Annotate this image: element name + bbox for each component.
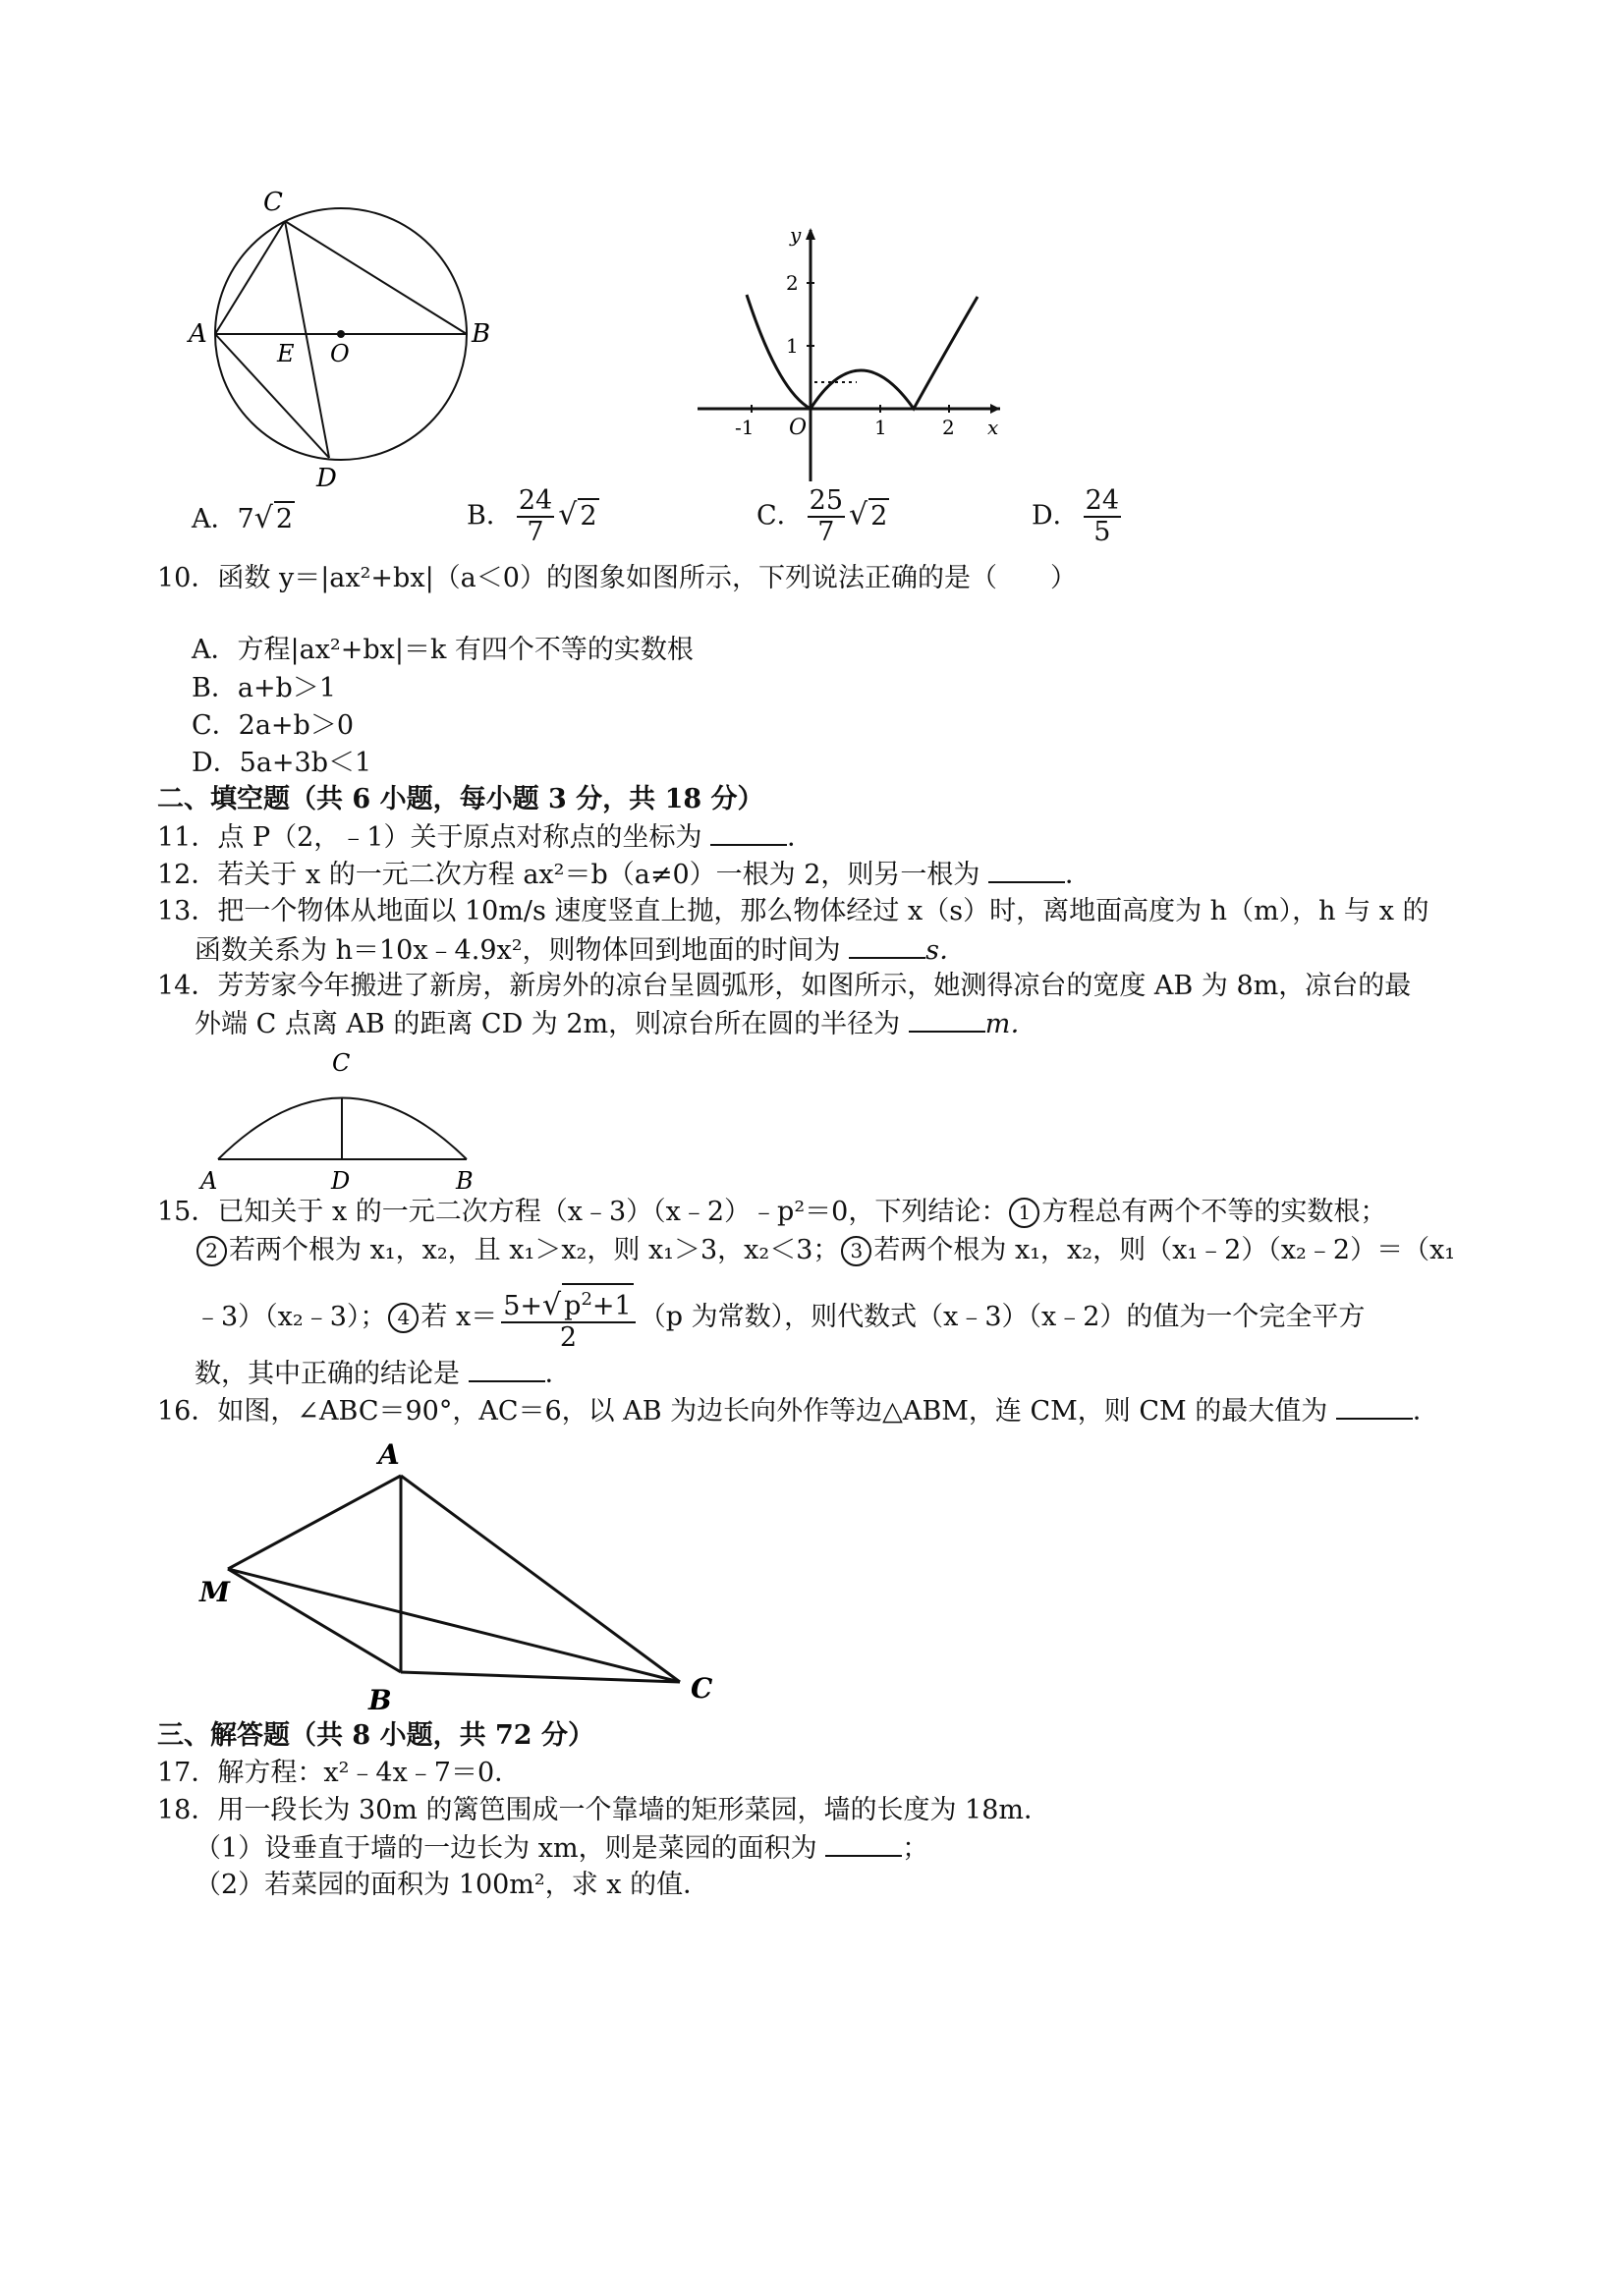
label-b: B: [472, 319, 491, 349]
triangle-figure: [192, 1434, 732, 1719]
option-a-label: A．: [192, 504, 238, 534]
q15-text: 若 x＝: [420, 1302, 498, 1332]
q17: 17．解方程：x²﹣4x﹣7＝0．: [157, 1758, 522, 1788]
tick-2-y: 2: [786, 271, 799, 295]
q11-end: ．: [787, 822, 814, 853]
q18-part1-end: ；: [902, 1833, 929, 1864]
q16-text: 16．如图，∠ABC＝90°，AC＝6，以 AB 为边长向外作等边△ABM，连 CM，则 CM 的最大值为: [157, 1396, 1328, 1427]
label-c: C: [691, 1672, 713, 1705]
q18-part1-text: （1）设垂直于墙的一边长为 xm，则是菜园的面积为: [195, 1833, 817, 1864]
option-b-denominator: 7: [527, 517, 544, 547]
q13-line2: [195, 933, 966, 968]
q15-text: 若两个根为 x₁，x₂，且 x₁＞x₂，则 x₁＞3，x₂＜3；: [229, 1235, 840, 1265]
label-o: O: [330, 340, 350, 367]
answer-blank: [1336, 1394, 1413, 1420]
axis-label-y: y: [790, 224, 802, 247]
q15-text: ﹣3）（x₂﹣3）；: [195, 1302, 387, 1332]
circle-figure: [187, 187, 501, 501]
q11: [157, 820, 813, 855]
q12-text: 12．若关于 x 的一元二次方程 ax²＝b（a≠0）一根为 2，则另一根为: [157, 860, 980, 890]
q15-fraction: [501, 1283, 636, 1353]
q14-end: m．: [984, 1009, 1037, 1039]
q11-text: 11．点 P（2，﹣1）关于原点对称点的坐标为: [157, 822, 702, 853]
numerator-var: p: [564, 1291, 582, 1321]
label-d: D: [331, 1167, 351, 1195]
q12: [157, 858, 1091, 892]
label-d: D: [316, 464, 337, 493]
answer-blank: [710, 820, 787, 846]
q15-text: 若两个根为 x₁，x₂，则（x₁﹣2）（x₂﹣2）＝（x₁: [873, 1235, 1456, 1265]
answer-blank: [849, 933, 925, 959]
label-e: E: [277, 340, 295, 367]
section-2-heading: 二、填空题（共 6 小题，每小题 3 分，共 18 分）: [157, 784, 764, 814]
q9-option-b: B． $\frac{24}{7}$ √ 2: [467, 485, 597, 547]
q14-line2: [195, 1007, 1036, 1041]
fraction-numerator: 5+√ $p^2+1$: [501, 1283, 636, 1323]
fraction-denominator: 2: [559, 1322, 578, 1353]
option-c-numerator: 25: [809, 485, 844, 516]
option-d-fraction: [1084, 486, 1121, 547]
section-3-heading: 三、解答题（共 8 小题，共 72 分）: [157, 1720, 594, 1751]
q18-part1: [195, 1831, 928, 1866]
numerator-part: +1: [591, 1291, 632, 1321]
label-b: B: [456, 1167, 474, 1195]
q9-option-d: [1032, 486, 1125, 547]
q15-text: （p 为常数），则代数式（x﹣3）（x﹣2）的值为一个完全平方: [639, 1302, 1366, 1332]
label-c: C: [332, 1049, 351, 1077]
numerator-part: 5+: [503, 1291, 543, 1321]
origin-label: O: [789, 416, 808, 440]
q18-part2: （2）若菜园的面积为 100m²，求 x 的值．: [195, 1870, 710, 1900]
q9-option-c: C． $\frac{25}{7}$ √ 2: [756, 485, 888, 547]
option-a-radicand: 2: [274, 501, 295, 536]
label-b: B: [368, 1684, 392, 1716]
q9-option-a: A．7√ 2: [192, 501, 293, 535]
option-d-numerator: 24: [1085, 485, 1120, 516]
arc-figure: [196, 1041, 491, 1199]
q15-text: 数，其中正确的结论是: [195, 1359, 460, 1389]
label-a: A: [378, 1438, 400, 1471]
option-b-fraction: [517, 486, 554, 547]
q13-line1: 13．把一个物体从地面以 10m/s 速度竖直上抛，那么物体经过 x（s）时，离地面高度为 h（m），h 与 x 的: [157, 896, 1429, 926]
q15-line2: [195, 1234, 1455, 1267]
q10-option-d: D．5a+3b＜1: [192, 748, 372, 778]
option-c-radicand: 2: [868, 498, 889, 533]
q16-end: ．: [1412, 1396, 1439, 1427]
option-c-fraction: [808, 486, 845, 547]
label-m: M: [199, 1576, 230, 1608]
q10-stem: 10．函数 y＝|ax²+bx|（a＜0）的图象如图所示，下列说法正确的是（ ）: [157, 563, 1077, 593]
option-d-label: D．: [1032, 500, 1080, 532]
q10-option-b: B．a+b＞1: [192, 673, 337, 703]
q10-option-a: A．方程|ax²+bx|＝k 有四个不等的实数根: [192, 635, 694, 665]
q15-end: ．: [544, 1359, 572, 1389]
option-c-label: C．: [756, 500, 804, 532]
tick-1-y: 1: [786, 334, 799, 358]
q14-line1: 14．芳芳家今年搬进了新房，新房外的凉台呈圆弧形，如图所示，她测得凉台的宽度 AB 为 8m，凉台的最: [157, 971, 1412, 1001]
tick-1-x: 1: [874, 416, 887, 439]
option-d-denominator: 5: [1093, 517, 1111, 547]
q18-stem: 18．用一段长为 30m 的篱笆围成一个靠墙的矩形菜园，墙的长度为 18m．: [157, 1795, 1051, 1825]
axis-label-x: x: [987, 416, 999, 439]
tick-2-x: 2: [942, 416, 955, 439]
circled-number: 2: [196, 1236, 227, 1266]
q15-text: 方程总有两个不等的实数根；: [1041, 1197, 1387, 1227]
q12-end: ．: [1065, 860, 1092, 890]
q10-option-c: C．2a+b＞0: [192, 710, 355, 741]
option-b-radicand: 2: [578, 498, 598, 533]
tick-neg1: -1: [735, 416, 755, 439]
q13-text: 函数关系为 h＝10x﹣4.9x²，则物体回到地面的时间为: [195, 935, 841, 966]
circled-number: 4: [388, 1303, 419, 1333]
q14-text: 外端 C 点离 AB 的距离 CD 为 2m，则凉台所在圆的半径为: [195, 1009, 901, 1039]
label-c: C: [263, 188, 283, 217]
q15-line3: [195, 1283, 1365, 1353]
option-b-label: B．: [467, 500, 513, 532]
answer-blank: [988, 858, 1065, 883]
label-a: A: [189, 319, 207, 349]
answer-blank: [469, 1357, 545, 1382]
option-a-value: 7: [237, 504, 254, 534]
q15-text: 15．已知关于 x 的一元二次方程（x﹣3）（x﹣2）﹣p²＝0，下列结论：: [157, 1197, 1008, 1227]
label-a: A: [200, 1167, 218, 1195]
q15-line4: [195, 1357, 572, 1391]
option-b-numerator: 24: [518, 485, 553, 516]
circled-number: 3: [841, 1236, 871, 1266]
answer-blank: [909, 1007, 985, 1033]
option-c-denominator: 7: [817, 517, 835, 547]
q13-end: s．: [925, 935, 966, 966]
answer-blank: [825, 1831, 902, 1857]
function-graph: [688, 224, 1012, 489]
circled-number: 1: [1009, 1198, 1039, 1228]
q16: [157, 1394, 1439, 1428]
q15-line1: [157, 1196, 1386, 1229]
sqrt-body: $p^2+1$: [562, 1283, 634, 1321]
